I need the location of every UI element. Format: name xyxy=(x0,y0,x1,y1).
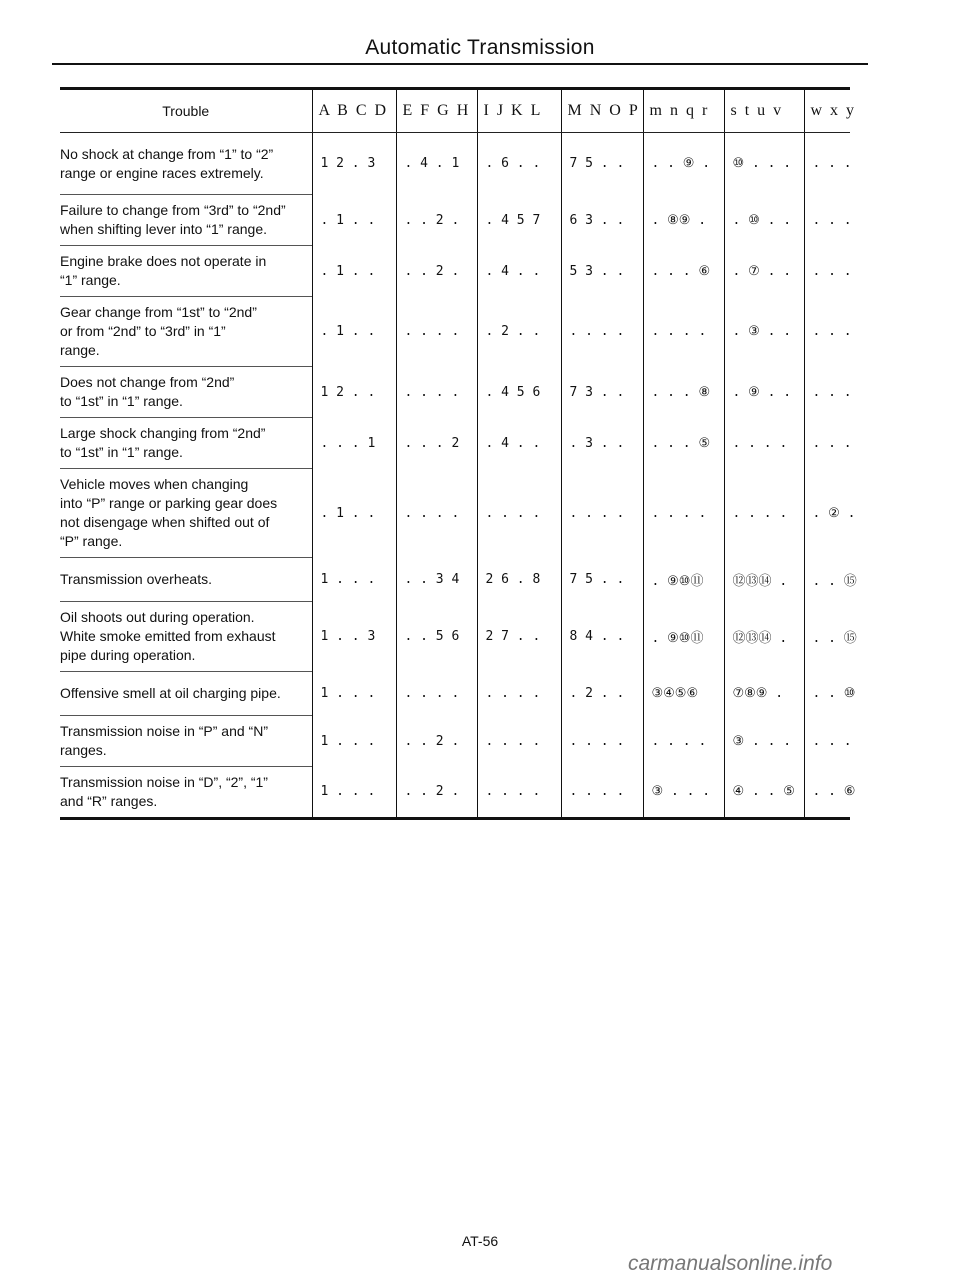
trouble-line: Failure to change from “3rd” to “2nd” xyxy=(60,202,286,218)
trouble-line: Oil shoots out during operation. xyxy=(60,609,255,625)
trouble-column-header: Trouble xyxy=(60,89,312,133)
table-row xyxy=(60,133,850,195)
check-item-cell: ③ . . . xyxy=(724,716,804,767)
check-item-cell: 2 6 . 8 xyxy=(477,558,561,602)
check-item-cell: ④ . . ⑤ xyxy=(724,767,804,819)
table-row xyxy=(60,246,850,297)
table-row xyxy=(60,672,850,716)
check-item-cell: . . . 1 xyxy=(312,418,396,469)
check-item-cell: . . . . xyxy=(643,469,724,558)
trouble-line: to “1st” in “1” range. xyxy=(60,444,183,460)
check-item-cell: . ⑨ . . xyxy=(724,367,804,418)
check-item-cell: . . . . xyxy=(396,672,477,716)
check-item-cell: . 2 . . xyxy=(561,672,643,716)
table-row xyxy=(60,367,850,418)
check-item-cell: . . . xyxy=(804,195,850,246)
check-item-cell: 7 5 . . xyxy=(561,133,643,195)
check-item-cell: ③ . . . xyxy=(643,767,724,819)
watermark: carmanualsonline.info xyxy=(628,1252,833,1275)
table-row xyxy=(60,767,850,819)
check-item-cell: . . 3 4 xyxy=(396,558,477,602)
trouble-line: Vehicle moves when changing xyxy=(60,476,249,492)
check-item-cell: 1 . . . xyxy=(312,767,396,819)
table-row xyxy=(60,297,850,367)
check-item-cell: . . . . xyxy=(396,297,477,367)
check-item-cell: . . 2 . xyxy=(396,246,477,297)
check-item-cell: . . . . xyxy=(396,469,477,558)
check-item-cell: . ⑩ . . xyxy=(724,195,804,246)
check-item-cell: . ② . xyxy=(804,469,850,558)
trouble-description xyxy=(60,418,312,469)
check-item-cell: ③④⑤⑥ xyxy=(643,672,724,716)
check-item-cell: . ⑨⑩⑪ xyxy=(643,602,724,672)
check-item-cell: ⑫⑬⑭ . xyxy=(724,558,804,602)
title-rule xyxy=(52,63,868,65)
check-item-cell: . . ⑥ xyxy=(804,767,850,819)
trouble-description xyxy=(60,558,312,602)
check-item-cell: ⑩ . . . xyxy=(724,133,804,195)
trouble-line: Offensive smell at oil charging pipe. xyxy=(60,685,281,701)
trouble-line: when shifting lever into “1” range. xyxy=(60,221,267,237)
check-item-cell: 1 2 . 3 xyxy=(312,133,396,195)
trouble-line: Transmission noise in “P” and “N” xyxy=(60,723,268,739)
page-title: Automatic Transmission xyxy=(365,36,595,59)
table-row xyxy=(60,602,850,672)
check-item-cell: 5 3 . . xyxy=(561,246,643,297)
trouble-table-container xyxy=(60,87,857,820)
check-item-cell: . 1 . . xyxy=(312,469,396,558)
check-item-cell: 1 . . . xyxy=(312,558,396,602)
trouble-line: Large shock changing from “2nd” xyxy=(60,425,266,441)
check-item-cell: . 1 . . xyxy=(312,195,396,246)
trouble-description xyxy=(60,367,312,418)
trouble-line: No shock at change from “1” to “2” xyxy=(60,145,274,162)
check-item-cell: . 2 . . xyxy=(477,297,561,367)
table-row xyxy=(60,716,850,767)
check-item-cell: . . ⑮ xyxy=(804,602,850,672)
check-item-cell: . 3 . . xyxy=(561,418,643,469)
check-item-cell: . ③ . . xyxy=(724,297,804,367)
column-header-mnqr: m n q r xyxy=(643,89,724,133)
trouble-line: range or engine races extremely. xyxy=(60,164,264,181)
trouble-line: not disengage when shifted out of xyxy=(60,514,270,530)
trouble-description xyxy=(60,716,312,767)
check-item-cell: . . ⑮ xyxy=(804,558,850,602)
check-item-cell: . . . ⑤ xyxy=(643,418,724,469)
check-item-cell: . ⑦ . . xyxy=(724,246,804,297)
trouble-line: or from “2nd” to “3rd” in “1” xyxy=(60,323,226,339)
check-item-cell: . . . ⑧ xyxy=(643,367,724,418)
check-item-cell: . . 2 . xyxy=(396,195,477,246)
check-item-cell: 6 3 . . xyxy=(561,195,643,246)
column-header-wxy: w x y xyxy=(804,89,850,133)
check-item-cell: . . . . xyxy=(643,297,724,367)
trouble-description xyxy=(60,297,312,367)
check-item-cell: . 4 5 6 xyxy=(477,367,561,418)
check-item-cell: . . . xyxy=(804,418,850,469)
trouble-line: pipe during operation. xyxy=(60,647,196,663)
check-item-cell: . . . xyxy=(804,297,850,367)
check-item-cell: . . . xyxy=(804,133,850,195)
check-item-cell: . . . xyxy=(804,246,850,297)
check-item-cell: . . ⑩ xyxy=(804,672,850,716)
trouble-line: Engine brake does not operate in xyxy=(60,253,267,269)
trouble-line: range. xyxy=(60,342,100,358)
check-item-cell: . . . . xyxy=(396,367,477,418)
check-item-cell: . . . ⑥ xyxy=(643,246,724,297)
column-header-mnop: M N O P xyxy=(561,89,643,133)
check-item-cell: . 4 5 7 xyxy=(477,195,561,246)
column-header-abcd: A B C D xyxy=(312,89,396,133)
check-item-cell: . 1 . . xyxy=(312,297,396,367)
check-item-cell: 7 3 . . xyxy=(561,367,643,418)
trouble-line: ranges. xyxy=(60,742,107,758)
check-item-cell: 2 7 . . xyxy=(477,602,561,672)
trouble-line: “P” range. xyxy=(60,533,123,549)
check-item-cell: . . . . xyxy=(477,767,561,819)
trouble-description xyxy=(60,767,312,819)
trouble-line: White smoke emitted from exhaust xyxy=(60,628,276,644)
trouble-line: into “P” range or parking gear does xyxy=(60,495,278,511)
check-item-cell: . 1 . . xyxy=(312,246,396,297)
check-item-cell: 1 . . . xyxy=(312,716,396,767)
trouble-line: Transmission overheats. xyxy=(60,571,212,587)
check-item-cell: 7 5 . . xyxy=(561,558,643,602)
table-row xyxy=(60,418,850,469)
trouble-description xyxy=(60,602,312,672)
check-item-cell: . . . 2 xyxy=(396,418,477,469)
check-item-cell: 1 . . . xyxy=(312,672,396,716)
trouble-description xyxy=(60,469,312,558)
trouble-line: and “R” ranges. xyxy=(60,793,158,809)
page-number: AT-56 xyxy=(461,1233,499,1249)
check-item-cell: . ⑧⑨ . xyxy=(643,195,724,246)
check-item-cell: 1 . . 3 xyxy=(312,602,396,672)
table-row xyxy=(60,558,850,602)
check-item-cell: . . . . xyxy=(477,469,561,558)
trouble-line: “1” range. xyxy=(60,272,121,288)
check-item-cell: . . . . xyxy=(561,297,643,367)
check-item-cell: . . . . xyxy=(724,469,804,558)
table-row xyxy=(60,195,850,246)
check-item-cell: . . . . xyxy=(561,767,643,819)
check-item-cell: . 4 . . xyxy=(477,418,561,469)
trouble-description xyxy=(60,672,312,716)
check-item-cell: 8 4 . . xyxy=(561,602,643,672)
check-item-cell: ⑫⑬⑭ . xyxy=(724,602,804,672)
check-item-cell: . . . . xyxy=(477,672,561,716)
check-item-cell: . 4 . . xyxy=(477,246,561,297)
check-item-cell: . . . . xyxy=(561,716,643,767)
table-header-row xyxy=(60,89,850,133)
trouble-line: Transmission noise in “D”, “2”, “1” xyxy=(60,774,268,790)
table-row xyxy=(60,469,850,558)
trouble-description xyxy=(60,195,312,246)
trouble-line: Gear change from “1st” to “2nd” xyxy=(60,304,257,320)
check-item-cell: . . ⑨ . xyxy=(643,133,724,195)
trouble-description xyxy=(60,246,312,297)
check-item-cell: . ⑨⑩⑪ xyxy=(643,558,724,602)
table-body xyxy=(60,133,857,819)
check-item-cell: . . 5 6 xyxy=(396,602,477,672)
check-item-cell: . . . . xyxy=(724,418,804,469)
column-header-efgh: E F G H xyxy=(396,89,477,133)
check-item-cell: . . . . xyxy=(477,716,561,767)
check-item-cell: . 6 . . xyxy=(477,133,561,195)
check-item-cell: . . . xyxy=(804,367,850,418)
check-item-cell: . . . xyxy=(804,716,850,767)
column-header-stuv: s t u v xyxy=(724,89,804,133)
check-item-cell: 1 2 . . xyxy=(312,367,396,418)
check-item-cell: ⑦⑧⑨ . xyxy=(724,672,804,716)
trouble-line: Does not change from “2nd” xyxy=(60,374,235,390)
check-item-cell: . . . . xyxy=(643,716,724,767)
trouble-line: to “1st” in “1” range. xyxy=(60,393,183,409)
check-item-cell: . 4 . 1 xyxy=(396,133,477,195)
column-header-ijkl: I J K L xyxy=(477,89,561,133)
trouble-diagnosis-table xyxy=(60,87,857,820)
check-item-cell: . . . . xyxy=(561,469,643,558)
check-item-cell: . . 2 . xyxy=(396,767,477,819)
trouble-description xyxy=(60,133,312,195)
check-item-cell: . . 2 . xyxy=(396,716,477,767)
